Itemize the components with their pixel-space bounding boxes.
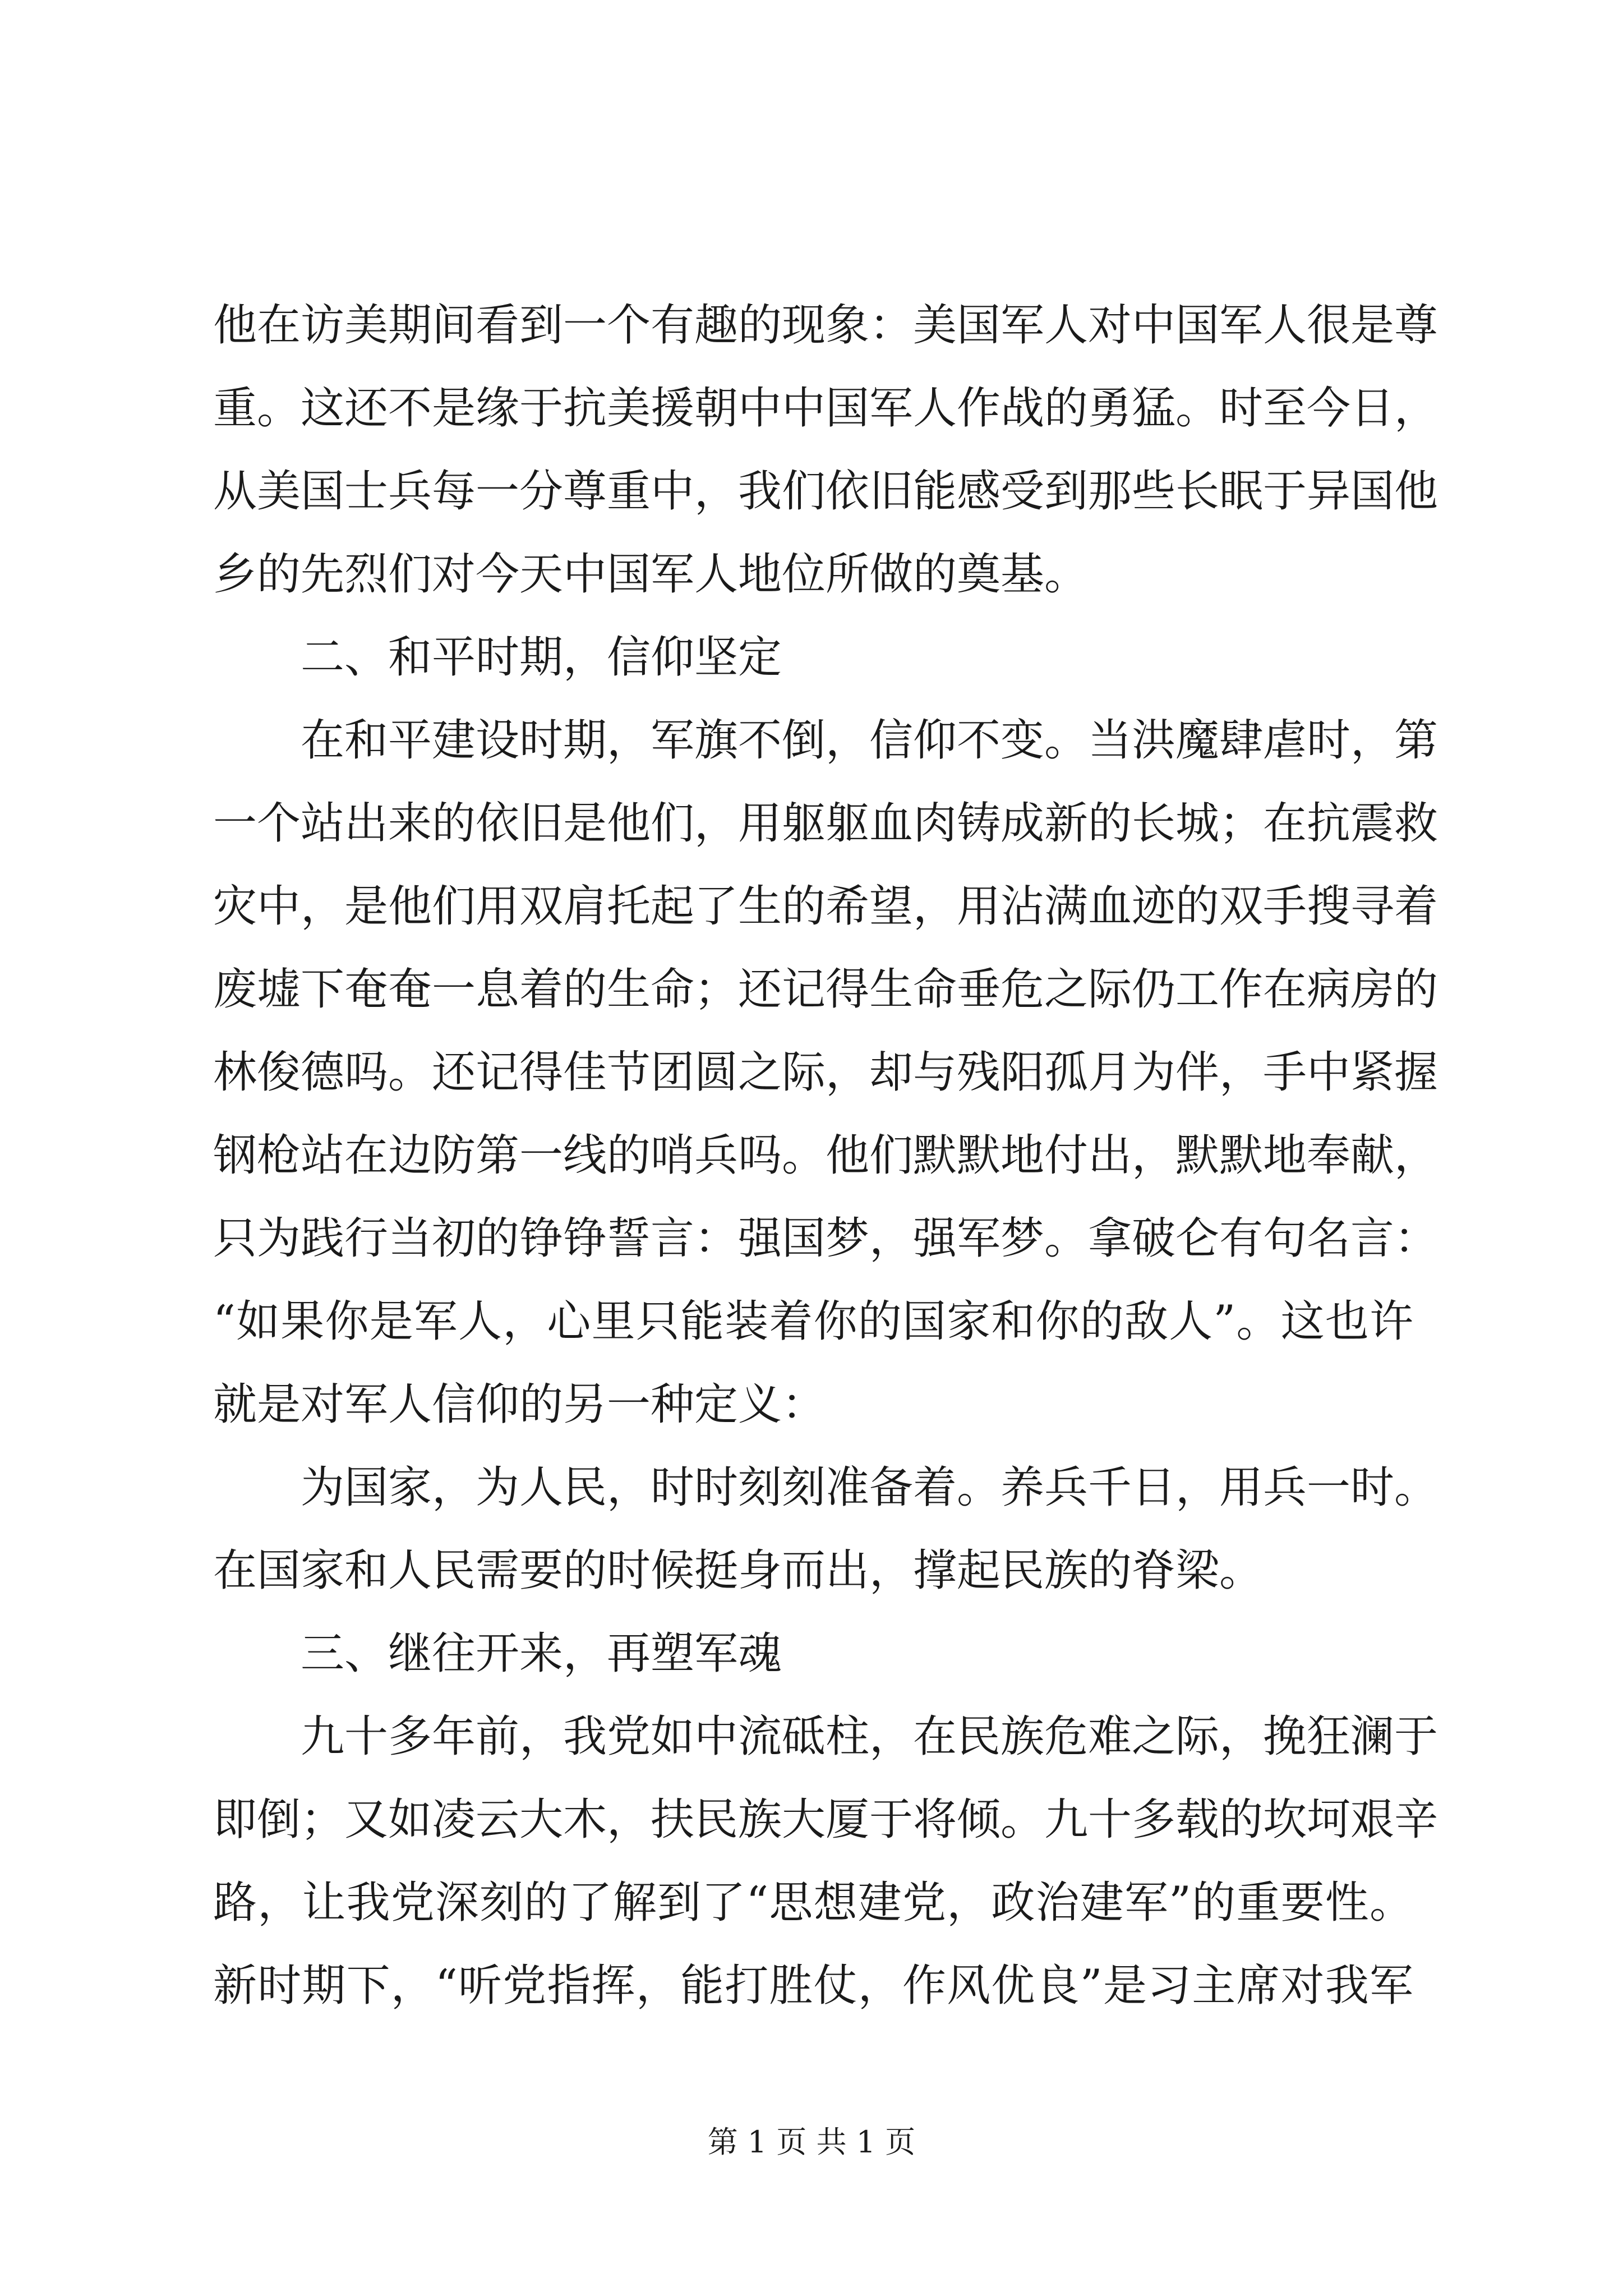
text-line: 为国家，为人民，时时刻刻准备着。养兵千日，用兵一时。 [301, 1462, 1438, 1513]
text-line: 路，让我党深刻的了解到了“思想建党，政治建军”的重要性。 [213, 1878, 1413, 1928]
page-number-footer: 第 1 页 共 1 页 [707, 2124, 916, 2160]
text-line: 灾中，是他们用双肩托起了生的希望，用沾满血迹的双手搜寻着 [213, 881, 1438, 932]
text-line: 钢枪站在边防第一线的哨兵吗。他们默默地付出，默默地奉献， [213, 1130, 1438, 1181]
text-line: 在和平建设时期，军旗不倒，信仰不变。当洪魔肆虐时，第 [301, 715, 1438, 766]
text-line: 一个站出来的依旧是他们，用躯躯血肉铸成新的长城；在抗震救 [213, 798, 1438, 849]
text-line: “如果你是军人，心里只能装着你的国家和你的敌人”。这也许 [213, 1296, 1413, 1347]
text-line: 九十多年前，我党如中流砥柱，在民族危难之际，挽狂澜于 [301, 1711, 1438, 1762]
text-line: 新时期下，“听党指挥，能打胜仗，作风优良”是习主席对我军 [213, 1961, 1413, 2011]
text-line: 废墟下奄奄一息着的生命；还记得生命垂危之际仍工作在病房的 [213, 964, 1438, 1015]
text-line: 就是对军人信仰的另一种定义： [213, 1379, 826, 1430]
text-line: 他在访美期间看到一个有趣的现象：美国军人对中国军人很是尊 [213, 300, 1438, 351]
section-heading: 三、继往开来，再塑军魂 [301, 1628, 782, 1679]
text-line: 从美国士兵每一分尊重中，我们依旧能感受到那些长眠于异国他 [213, 466, 1438, 517]
text-line: 重。这还不是缘于抗美援朝中中国军人作战的勇猛。时至今日， [213, 383, 1438, 434]
text-line: 只为践行当初的铮铮誓言：强国梦，强军梦。拿破仑有句名言： [213, 1213, 1438, 1264]
section-heading: 二、和平时期，信仰坚定 [301, 632, 782, 683]
text-line: 林俊德吗。还记得佳节团圆之际，却与残阳孤月为伴，手中紧握 [213, 1047, 1438, 1098]
text-line: 即倒；又如凌云大木，扶民族大厦于将倾。九十多载的坎坷艰辛 [213, 1795, 1438, 1845]
text-line: 乡的先烈们对今天中国军人地位所做的奠基。 [213, 549, 1089, 600]
text-line: 在国家和人民需要的时候挺身而出，撑起民族的脊梁。 [213, 1545, 1264, 1596]
